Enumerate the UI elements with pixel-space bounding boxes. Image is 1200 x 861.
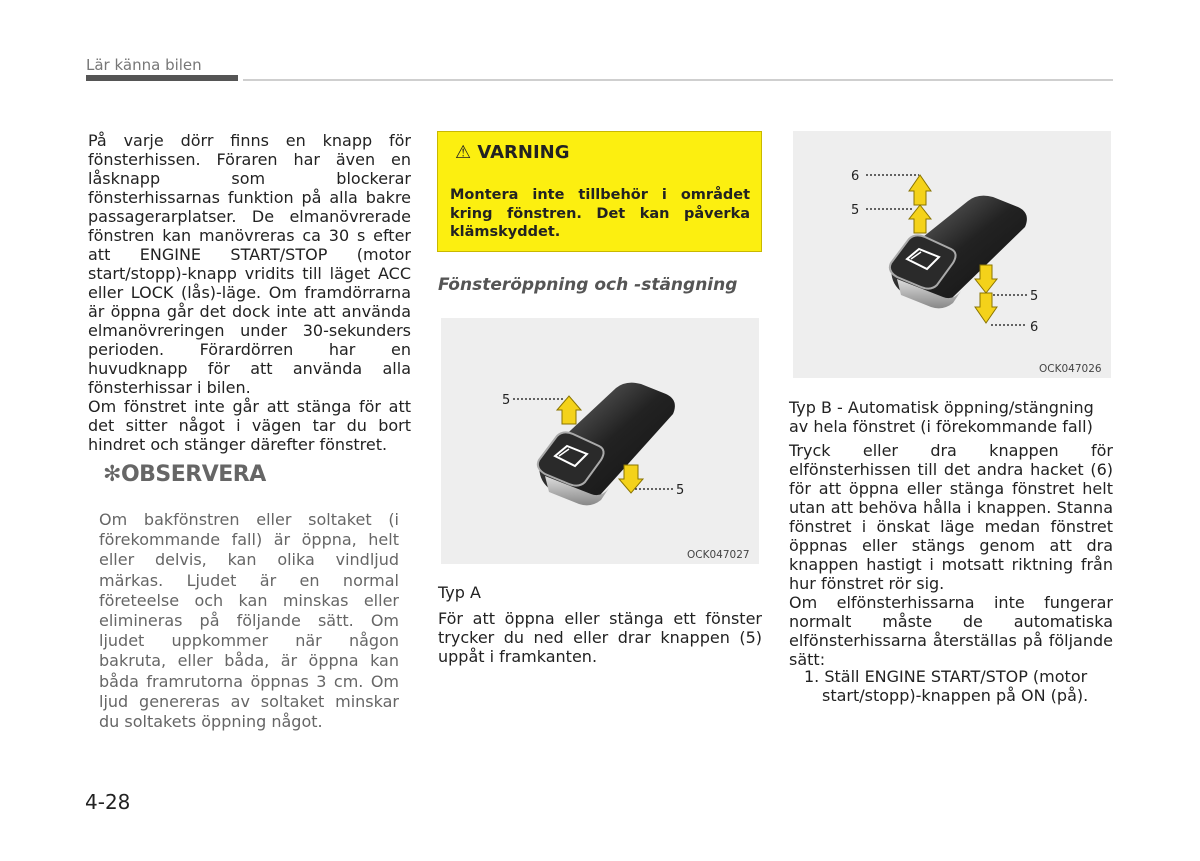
observera-title: OBSERVERA [120,462,266,487]
warning-heading [455,142,570,163]
figure-type-b [793,131,1111,378]
window-switch-type-a-illustration [441,318,759,564]
figure-a-label-up: 5 [502,393,511,408]
warning-triangle-icon: ⚠ [455,142,472,163]
section-header: Lär känna bilen [86,56,202,74]
list-item: 1. Ställ ENGINE START/STOP (motor start/stopp)-knappen på ON (på). [804,667,1089,705]
warning-title: VARNING [477,142,570,163]
figure-b-label-down-inner: 5 [1030,289,1039,304]
type-a-text: För att öppna eller stänga ett fönster trycker du ned eller drar knappen (5) uppåt i framkanten. [438,609,762,666]
page-number: 4-28 [85,790,131,814]
figure-b-code: OCK047026 [1039,363,1102,375]
figure-a-code: OCK047027 [687,549,750,561]
header-rule-light [243,79,1113,81]
observera-heading [103,462,266,487]
type-b-text [789,441,1113,669]
figure-type-a [441,318,759,564]
figure-b-label-up-outer: 6 [851,169,860,184]
figure-a-caption: Typ A [438,583,481,602]
intro-paragraph-2: Om fönstret inte går att stänga för att det sitter något i vägen tar du bort hindret och stänger därefter fönstret. [88,397,411,454]
section-subheading: Fönsteröppning och -stängning [438,275,738,295]
window-switch-type-b-illustration [793,131,1111,378]
figure-a-label-down: 5 [676,483,685,498]
figure-b-label-up-inner: 5 [851,203,860,218]
asterisk-icon: ✻ [103,462,121,487]
type-b-paragraph-2: Om elfönsterhissarna inte fungerar normalt måste de automatiska elfönsterhissarna återställas på följande sätt: [789,593,1113,669]
observera-text: Om bakfönstren eller soltaket (i förekommande fall) är öppna, helt eller delvis, kan olika vindljud märkas. Ljudet är en normal företeelse och kan minskas eller elimineras på följande sätt. Om ljudet uppkommer när någon bakruta, eller båda, är öppna kan båda framrutorna öppnas 3 cm. Om ljud genereras av soltaket minskar du soltakets öppning något. [99,510,399,732]
intro-paragraph-1: På varje dörr finns en knapp för fönsterhissen. Föraren har även en låsknapp som blockerar fönsterhissarnas funktion på alla bakre passagerarplatser. De elmanövrerade fönstren kan manövreras ca 30 s efter att ENGINE START/STOP (motor start/stopp)-knapp vridits till läget ACC eller LOCK (lås)-läge. Om framdörrarna är öppna går det dock inte att använda elmanövreringen under 30-sekunders perioden. Förardörren har en huvudknapp för att använda alla fönsterhissar i bilen. [88,131,411,397]
figure-b-label-down-outer: 6 [1030,320,1039,335]
figure-b-caption: Typ B - Automatisk öppning/stängning av hela fönstret (i förekommande fall) [789,398,1094,436]
intro-text [88,131,411,454]
warning-text: Montera inte tillbehör i området kring fönstren. Det kan påverka klämskyddet. [450,187,750,240]
type-b-paragraph-1: Tryck eller dra knappen för elfönsterhissen till det andra hacket (6) för att öppna eller stänga fönstret helt utan att behöva hålla i knappen. Stanna fönstret i önskat läge medan fönstret öppnas eller stängs genom att dra knappen hastigt i motsatt riktning från hur fönstret rör sig. [789,441,1113,593]
header-rule-dark [86,75,238,81]
reset-steps-list [804,667,1114,705]
